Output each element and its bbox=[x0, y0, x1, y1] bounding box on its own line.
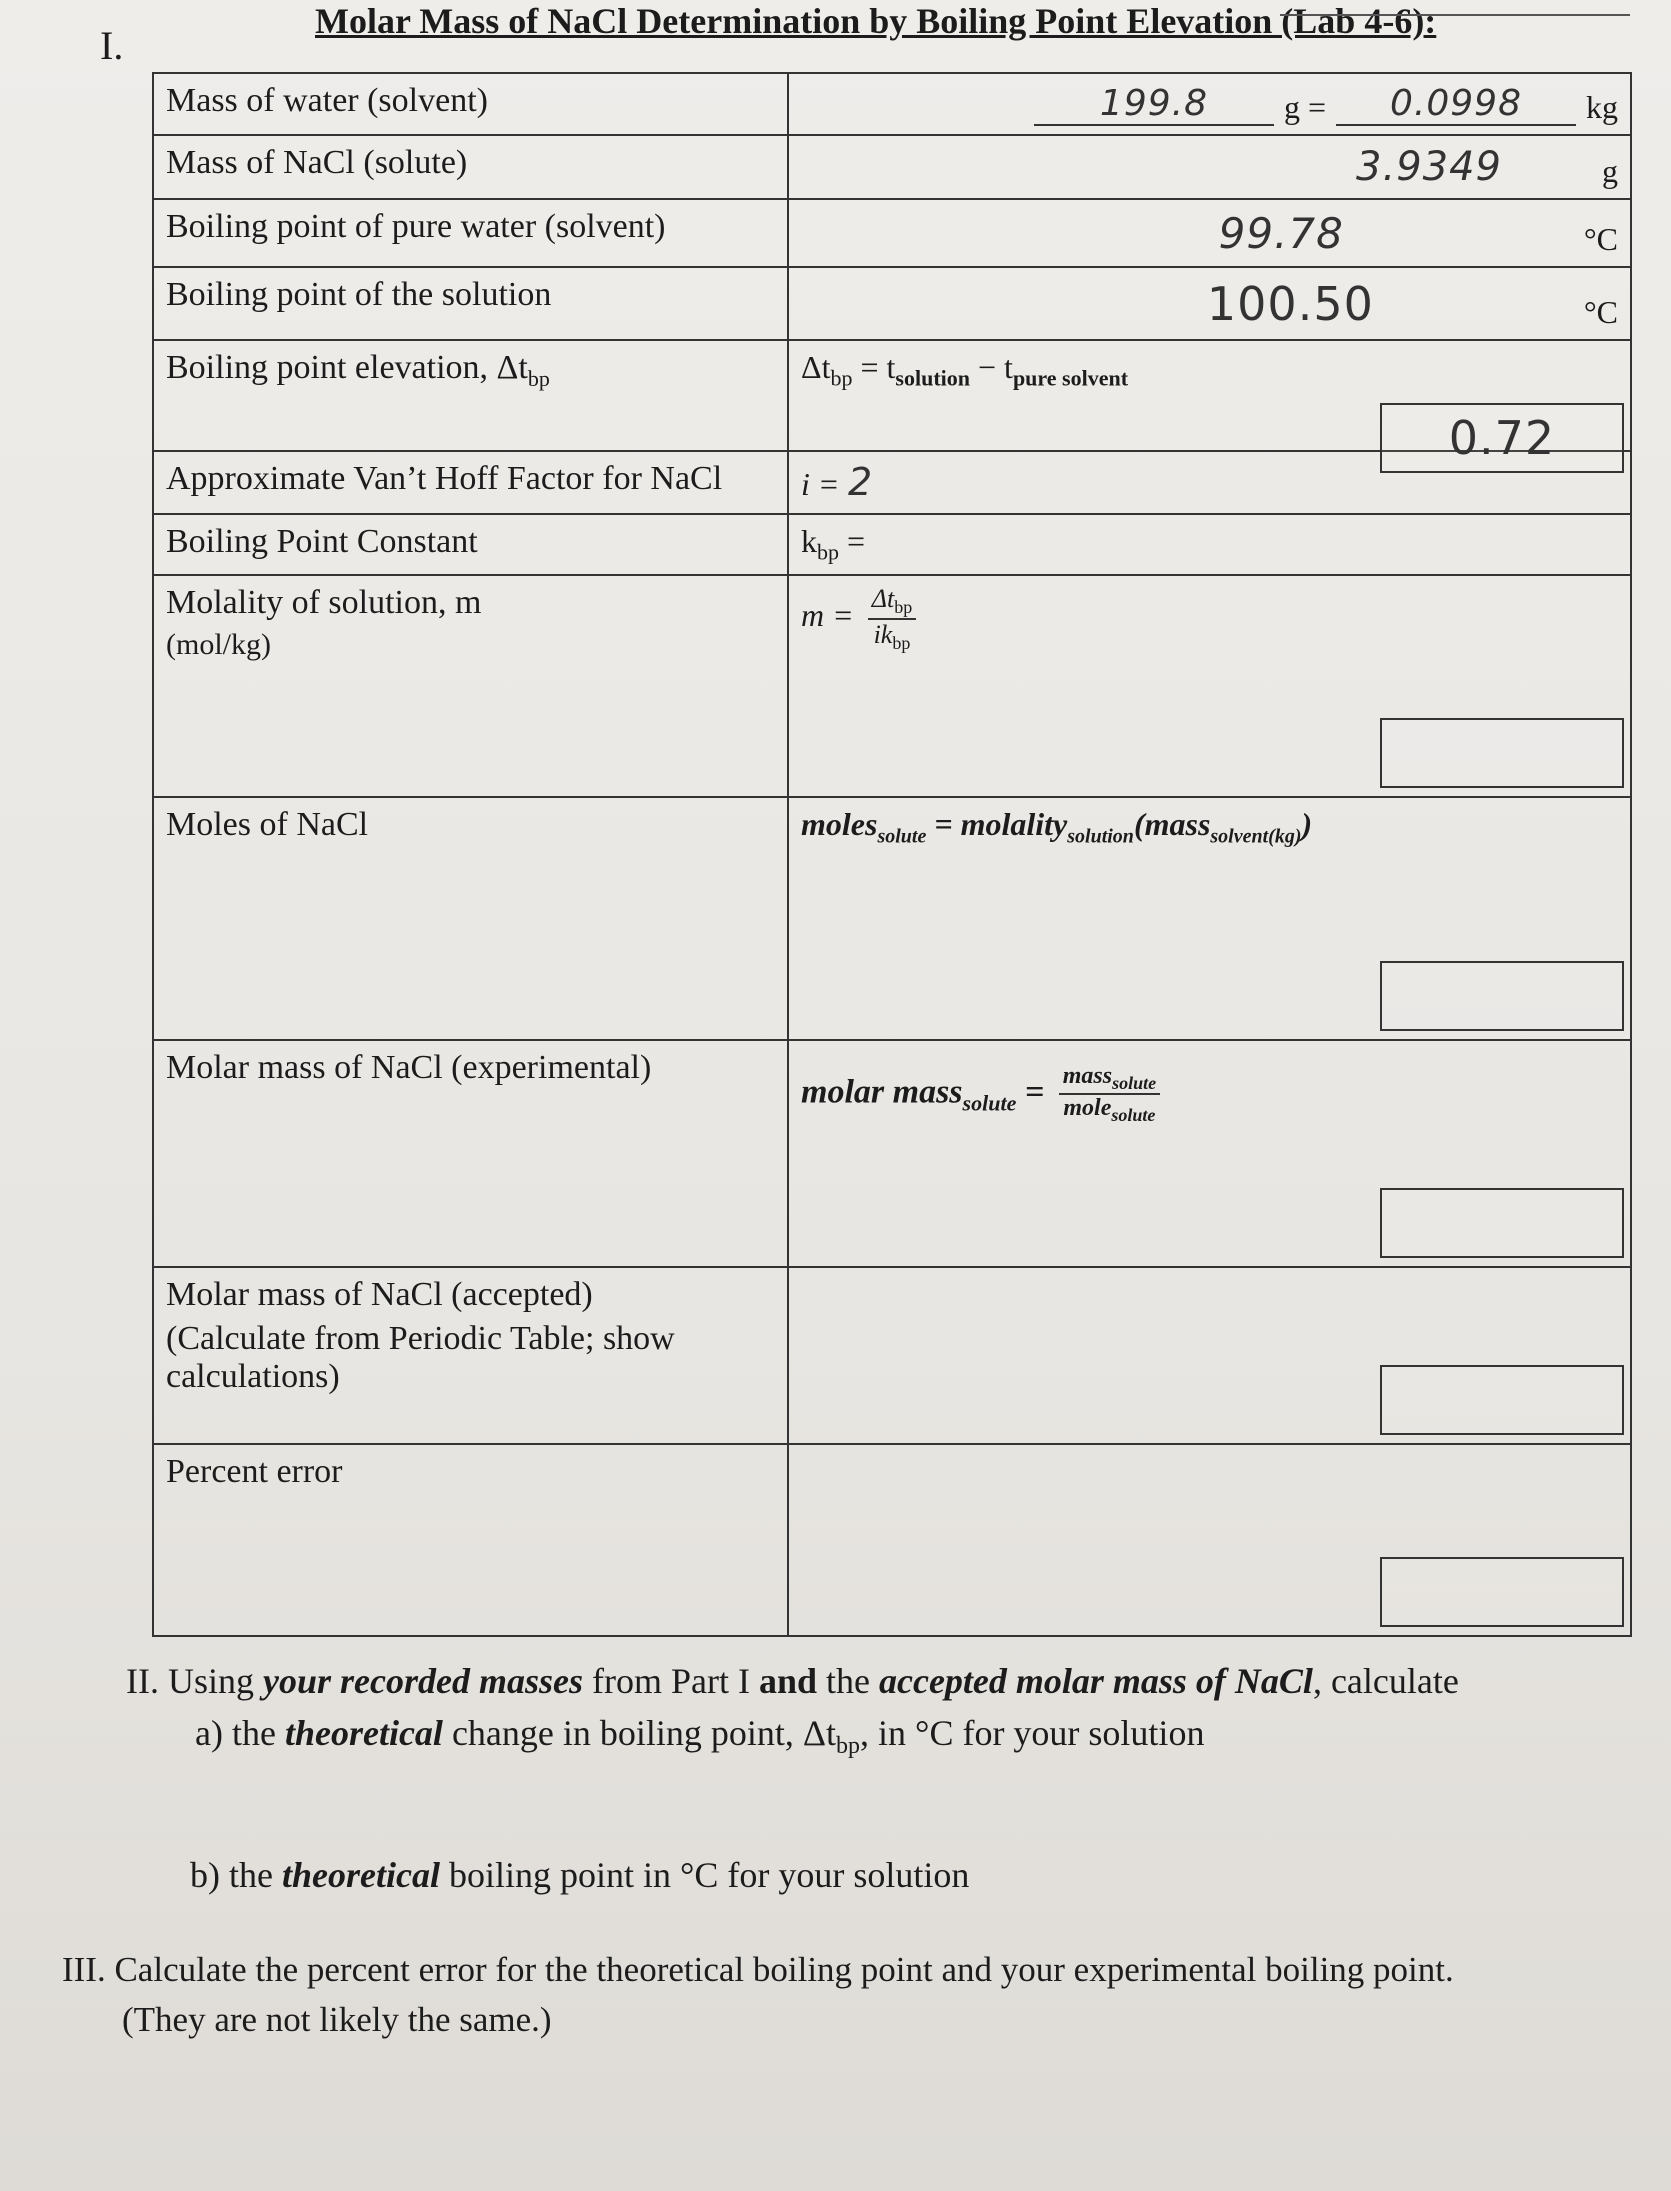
table-row bbox=[153, 199, 1631, 267]
part2-question-a: a) the theoretical change in boiling point, $\Delta t_{bp}$, in °C for your solution bbox=[195, 1713, 1205, 1760]
data-table bbox=[152, 72, 1632, 1637]
moles-answer-box[interactable] bbox=[1380, 961, 1624, 1031]
cell-vant-hoff bbox=[788, 451, 1631, 514]
label-bp-pure: Boiling point of pure water (solvent) bbox=[153, 199, 788, 267]
kg-unit: kg bbox=[1586, 88, 1618, 125]
cell-mass-water bbox=[788, 73, 1631, 135]
bp-elevation-formula: $\Delta t_{bp} = t_{solution} - t_{pure solvent}$ bbox=[801, 348, 1129, 391]
part2-prompt: II. Using your recorded masses from Part I and the accepted molar mass of NaCl, calculate bbox=[126, 1661, 1459, 1701]
cell-molar-acc bbox=[788, 1267, 1631, 1444]
molality-answer-box[interactable] bbox=[1380, 718, 1624, 788]
table-row bbox=[153, 514, 1631, 575]
label-mass-nacl: Mass of NaCl (solute) bbox=[153, 135, 788, 200]
name-line bbox=[1280, 14, 1630, 16]
part2-question-b: b) the theoretical boiling point in °C for your solution bbox=[190, 1855, 970, 1895]
molality-formula: m = $\frac{\Delta t_{bp}}{ik_{bp}}$ bbox=[801, 597, 916, 633]
table-row bbox=[153, 267, 1631, 340]
mass-water-g-value[interactable]: 199.8 bbox=[1034, 83, 1274, 126]
cell-bp-solution bbox=[788, 267, 1631, 340]
label-bp-solution: Boiling point of the solution bbox=[153, 267, 788, 340]
table-row bbox=[153, 451, 1631, 514]
part3-prompt: III. Calculate the percent error for the theoretical boiling point and your experimental boiling point. bbox=[62, 1950, 1454, 1989]
table-row bbox=[153, 340, 1631, 451]
cell-bp-constant bbox=[788, 514, 1631, 575]
molar-mass-formula: molar mass$_{solute}$ = $\frac{mass_{solute}}{mole_{solute}}$ bbox=[801, 1063, 1160, 1127]
label-bp-constant: Boiling Point Constant bbox=[153, 514, 788, 575]
bp-elevation-answer: 0.72 bbox=[1448, 410, 1556, 465]
table-row bbox=[153, 1267, 1631, 1444]
label-percent-error: Percent error bbox=[153, 1444, 788, 1636]
label-bp-elevation: Boiling point elevation, $\Delta t_{bp}$ bbox=[153, 340, 788, 451]
section-number: I. bbox=[100, 23, 124, 68]
table-row bbox=[153, 73, 1631, 135]
celsius-unit: °C bbox=[1583, 221, 1618, 258]
bp-pure-value[interactable]: 99.78 bbox=[1218, 209, 1344, 259]
vant-hoff-formula: i = bbox=[801, 465, 840, 502]
mass-nacl-value[interactable]: 3.9349 bbox=[1356, 144, 1502, 191]
label-molality: Molality of solution, m (mol/kg) bbox=[153, 575, 788, 797]
label-vant-hoff: Approximate Van’t Hoff Factor for NaCl bbox=[153, 451, 788, 514]
cell-bp-pure bbox=[788, 199, 1631, 267]
label-molar-acc: Molar mass of NaCl (accepted) (Calculate from Periodic Table; show calculations) bbox=[153, 1267, 788, 1444]
cell-molality bbox=[788, 575, 1631, 797]
label-molar-exp: Molar mass of NaCl (experimental) bbox=[153, 1040, 788, 1267]
table-row bbox=[153, 797, 1631, 1040]
kbp-formula: $k_{bp}$ = bbox=[801, 522, 866, 565]
part3-note: (They are not likely the same.) bbox=[122, 2000, 552, 2039]
cell-moles bbox=[788, 797, 1631, 1040]
cell-molar-exp bbox=[788, 1040, 1631, 1267]
label-moles: Moles of NaCl bbox=[153, 797, 788, 1040]
table-row bbox=[153, 135, 1631, 200]
molar-acc-instructions: (Calculate from Periodic Table; show calculations) bbox=[166, 1319, 675, 1395]
table-row bbox=[153, 1040, 1631, 1267]
mass-water-kg-value[interactable]: 0.0998 bbox=[1336, 83, 1576, 126]
page-title: Molar Mass of NaCl Determination by Boiling Point Elevation (Lab 4-6): bbox=[315, 1, 1437, 41]
vant-hoff-value[interactable]: 2 bbox=[847, 459, 874, 504]
table-row bbox=[153, 575, 1631, 797]
cell-percent-error bbox=[788, 1444, 1631, 1636]
molar-acc-answer-box[interactable] bbox=[1380, 1365, 1624, 1435]
bp-solution-value[interactable]: 100.50 bbox=[1206, 276, 1374, 331]
moles-formula: moles$_{solute}$ = molality$_{solution}$(mass$_{solvent(kg)}$) bbox=[801, 806, 1313, 848]
g-unit: g bbox=[1602, 153, 1618, 190]
percent-error-answer-box[interactable] bbox=[1380, 1557, 1624, 1627]
molality-unit: (mol/kg) bbox=[166, 627, 271, 661]
cell-bp-elevation bbox=[788, 340, 1631, 465]
celsius-unit: °C bbox=[1583, 293, 1618, 330]
label-mass-water: Mass of water (solvent) bbox=[153, 73, 788, 135]
molar-exp-answer-box[interactable] bbox=[1380, 1188, 1624, 1258]
table-row bbox=[153, 1444, 1631, 1636]
g-equals: g = bbox=[1283, 88, 1326, 125]
cell-mass-nacl bbox=[788, 135, 1631, 200]
